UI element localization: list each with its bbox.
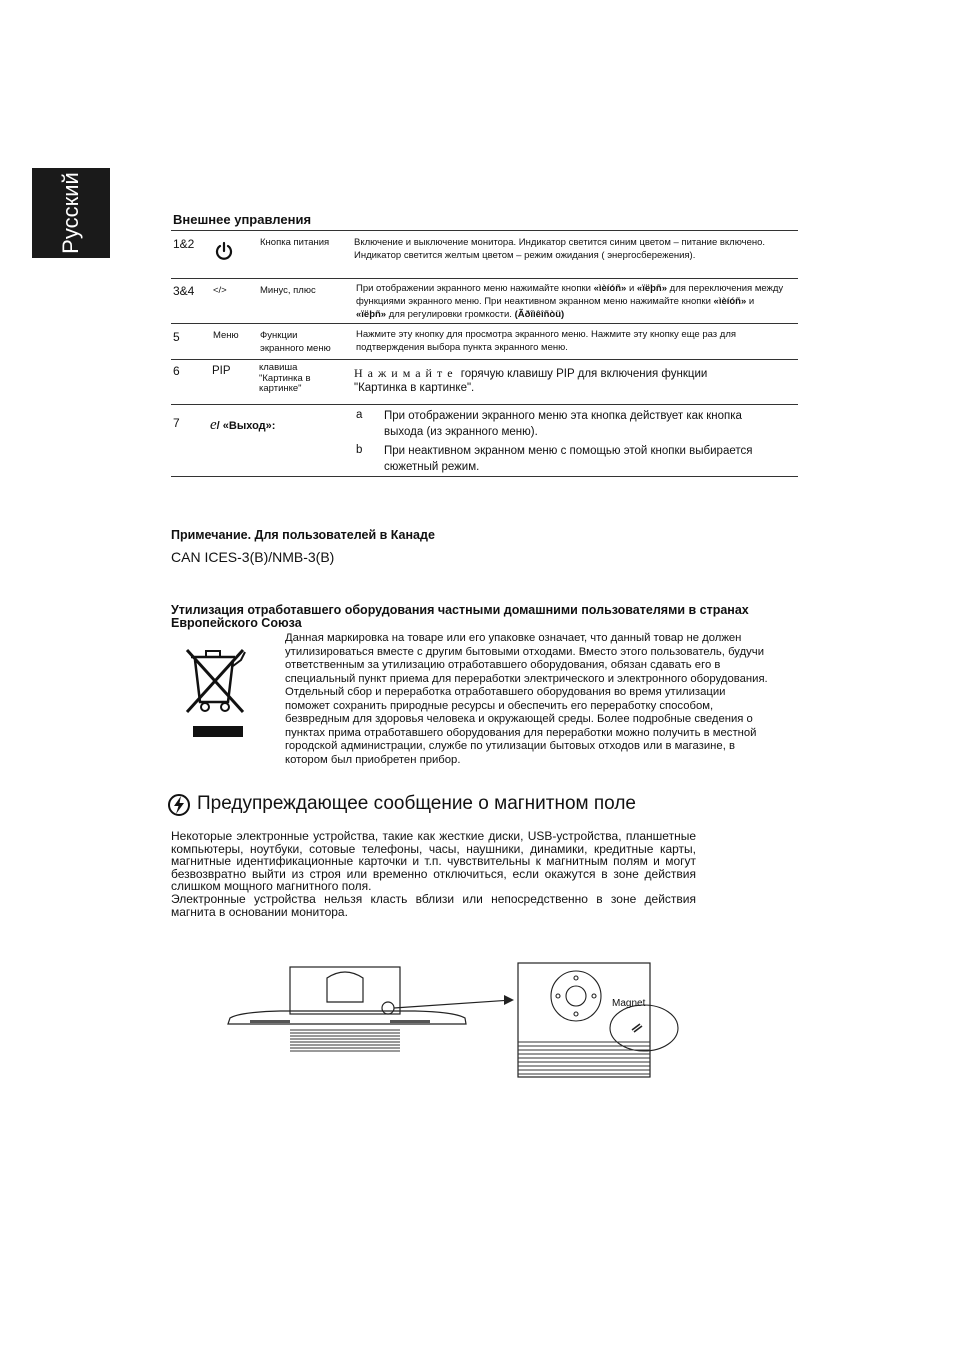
row-number: 7 xyxy=(173,416,180,430)
table-rule xyxy=(171,359,798,360)
exit-button-label: e/ «Выход»: xyxy=(210,417,276,433)
controls-title: Внешнее управления xyxy=(173,212,312,227)
canada-text: CAN ICES-3(B)/NMB-3(B) xyxy=(171,549,335,565)
row-number: 5 xyxy=(173,330,180,344)
monitor-magnet-diagram xyxy=(220,958,690,1083)
scene-mode-icon: e xyxy=(210,417,217,433)
table-rule xyxy=(171,323,798,324)
button-description: При отображении экранного меню нажимайте кнопки «ìèíóñ» и «ïëþñ» для переключения между функциями экранного меню. При неактивном экранном меню нажимайте кнопки «ìèíóñ» и «ïëþñ» для регулировки громкости. (Ãðîìêîñòü) xyxy=(356,283,784,320)
row-number: 6 xyxy=(173,364,180,378)
warning-icon xyxy=(167,793,191,817)
button-name: Минус, плюс xyxy=(260,285,316,296)
item-letter: b xyxy=(356,444,363,456)
magnet-warning-text: Электронные устройства нельзя класть вблизи или непосредственно в зоне действия магнита в основании монитора. xyxy=(171,892,696,919)
button-key: </> xyxy=(213,285,227,296)
button-description: Включение и выключение монитора. Индикатор светится синим цветом – питание включено. Индикатор светится желтым цветом – режим ожидания ( энергосбережения). xyxy=(354,237,766,261)
table-rule xyxy=(171,230,798,231)
button-name: Кнопка питания xyxy=(260,237,330,248)
magnet-warning-title: Предупреждающее сообщение о магнитном поле xyxy=(197,793,636,814)
language-tab xyxy=(32,168,110,258)
button-name: клавиша "Картинка в картинке" xyxy=(259,362,311,394)
magnet-warning-text: Некоторые электронные устройства, такие как жесткие диски, USB-устройства, планшетные компьютеры, ноутбуки, сотовые телефоны, часы, наушники, динамики, кредитные карты, магнитные идентификационные карточки и т.п. чувствительны к магнитным полям и могут безвозвратно выйти из строя или временно отключиться, если окажутся в зоне действия слишком мощного магнитного поля. xyxy=(171,829,696,894)
button-description: Нажмите эту кнопку для просмотра экранного меню. Нажмите эту кнопку еще раз для подтверждения выбора пункта экранного меню. xyxy=(356,329,737,353)
power-icon xyxy=(214,241,234,261)
item-text: При отображении экранного меню эта кнопка действует как кнопка выхода (из экранного меню). xyxy=(384,410,742,438)
magnet-label: Magnet xyxy=(612,998,646,1009)
button-key: PIP xyxy=(212,365,231,377)
item-text: При неактивном экранном меню с помощью этой кнопки выбирается сюжетный режим. xyxy=(384,445,753,473)
button-key: Меню xyxy=(213,330,239,341)
language-tab-label: Русский xyxy=(58,172,83,254)
canada-title: Примечание. Для пользователей в Канаде xyxy=(171,528,435,542)
row-number: 3&4 xyxy=(173,284,195,298)
button-description: Нажимайте горячую клавишу PIP для включения функции "Картинка в картинке". xyxy=(354,366,708,394)
weee-bin-icon xyxy=(183,646,253,738)
button-name: Функции экранного меню xyxy=(260,330,331,354)
weee-title: Утилизация отработавшего оборудования частными домашними пользователями в странах Европейского Союза xyxy=(171,603,749,630)
row-number: 1&2 xyxy=(173,237,195,251)
weee-text: Данная маркировка на товаре или его упаковке означает, что данный товар не должен утилизироваться вместе с другим бытовыми отходами. Вместо этого пользователь, будучи ответственным за утилизацию отработавшего оборудования, обязан сдавать его в специальный пункт приема для переработки электрического и электронного оборудования. Отдельный сбор и переработка отработавшего оборудования во время утилизации поможет сохранить природные ресурсы и обеспечить его переработку способом, безвредным для здоровья человека и окружающей среды. Более подробные сведения о пунктах прима отработавшего оборудования для переработки можно получить в местной городской администрации, службе по утилизации бытовых отходов или в магазине, в котором был приобретен прибор. xyxy=(285,632,768,766)
table-rule xyxy=(171,476,798,477)
item-letter: a xyxy=(356,409,363,421)
table-rule xyxy=(171,404,798,405)
table-rule xyxy=(171,278,798,279)
